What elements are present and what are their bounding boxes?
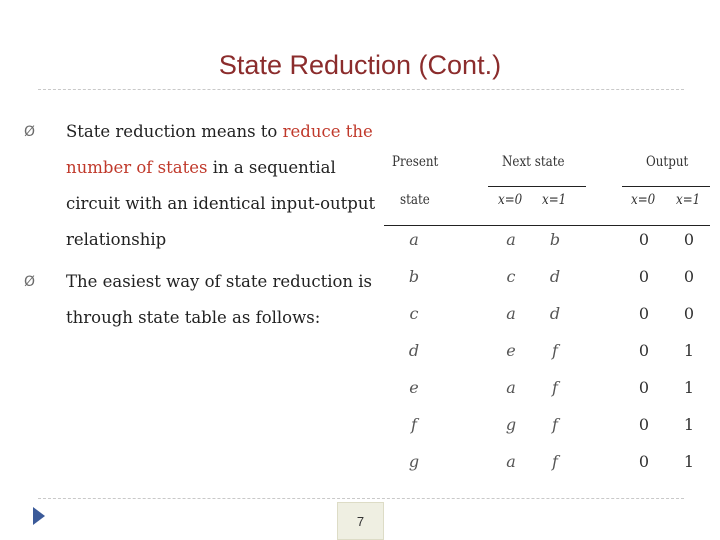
cell-next1: f: [552, 415, 558, 434]
output-rule: [622, 186, 710, 187]
cell-out0: 0: [638, 267, 650, 286]
arrow-bullet-icon: Ø: [24, 274, 36, 290]
cell-state: d: [408, 341, 420, 360]
bullet-list: [18, 114, 378, 336]
cell-state: f: [411, 415, 417, 434]
cell-next0: a: [506, 230, 516, 249]
bullet-item-1: [18, 114, 378, 258]
cell-out0: 0: [638, 452, 650, 471]
cell-out1: 0: [683, 267, 695, 286]
cell-state: g: [408, 452, 420, 471]
next-x0-header: x=0: [498, 192, 523, 208]
cell-out1: 1: [683, 341, 695, 360]
arrow-bullet-icon: Ø: [24, 124, 36, 140]
footer-divider: [38, 498, 684, 499]
header-present: Present: [392, 154, 439, 170]
cell-out0: 0: [638, 415, 650, 434]
cell-next1: f: [552, 341, 558, 360]
header-next-state: Next state: [502, 154, 565, 170]
bullet-1-text-a: State reduction means to: [66, 122, 283, 141]
cell-state: c: [409, 304, 419, 323]
state-table: [384, 146, 710, 480]
out-x0-header: x=0: [631, 192, 656, 208]
cell-state: e: [409, 378, 419, 397]
cell-out1: 1: [683, 452, 695, 471]
cell-next0: a: [506, 452, 516, 471]
cell-next0: a: [506, 378, 516, 397]
header-state: state: [400, 192, 430, 208]
bullet-2-text: The easiest way of state reduction is through state table as follows:: [66, 272, 373, 327]
out-x1-header: x=1: [676, 192, 701, 208]
cell-out0: 0: [638, 378, 650, 397]
cell-out0: 0: [638, 230, 650, 249]
cell-next0: g: [505, 415, 517, 434]
title-divider: [38, 89, 684, 90]
bullet-1-text-b: in a sequential circuit with an identical input-output relationship: [66, 158, 376, 249]
cell-out1: 1: [683, 378, 695, 397]
cell-next1: f: [552, 378, 558, 397]
cell-out1: 0: [683, 304, 695, 323]
cell-next1: f: [552, 452, 558, 471]
cell-next0: e: [506, 341, 516, 360]
cell-out0: 0: [638, 304, 650, 323]
cell-out1: 0: [683, 230, 695, 249]
cell-out1: 1: [683, 415, 695, 434]
cell-next0: c: [506, 267, 516, 286]
header-rule: [384, 225, 710, 226]
cell-state: a: [409, 230, 419, 249]
next-state-rule: [488, 186, 586, 187]
next-x1-header: x=1: [542, 192, 567, 208]
cell-next0: a: [506, 304, 516, 323]
nav-arrow-icon[interactable]: [33, 507, 45, 525]
cell-next1: d: [549, 304, 561, 323]
cell-state: b: [408, 267, 420, 286]
cell-next1: b: [549, 230, 561, 249]
cell-next1: d: [549, 267, 561, 286]
bullet-1-text-emphasis: reduce the number of states: [66, 122, 373, 177]
slide-title: State Reduction (Cont.): [218, 50, 502, 80]
header-output: Output: [646, 154, 689, 170]
page-number: 7: [337, 502, 384, 540]
cell-out0: 0: [638, 341, 650, 360]
bullet-item-2: [18, 264, 378, 336]
